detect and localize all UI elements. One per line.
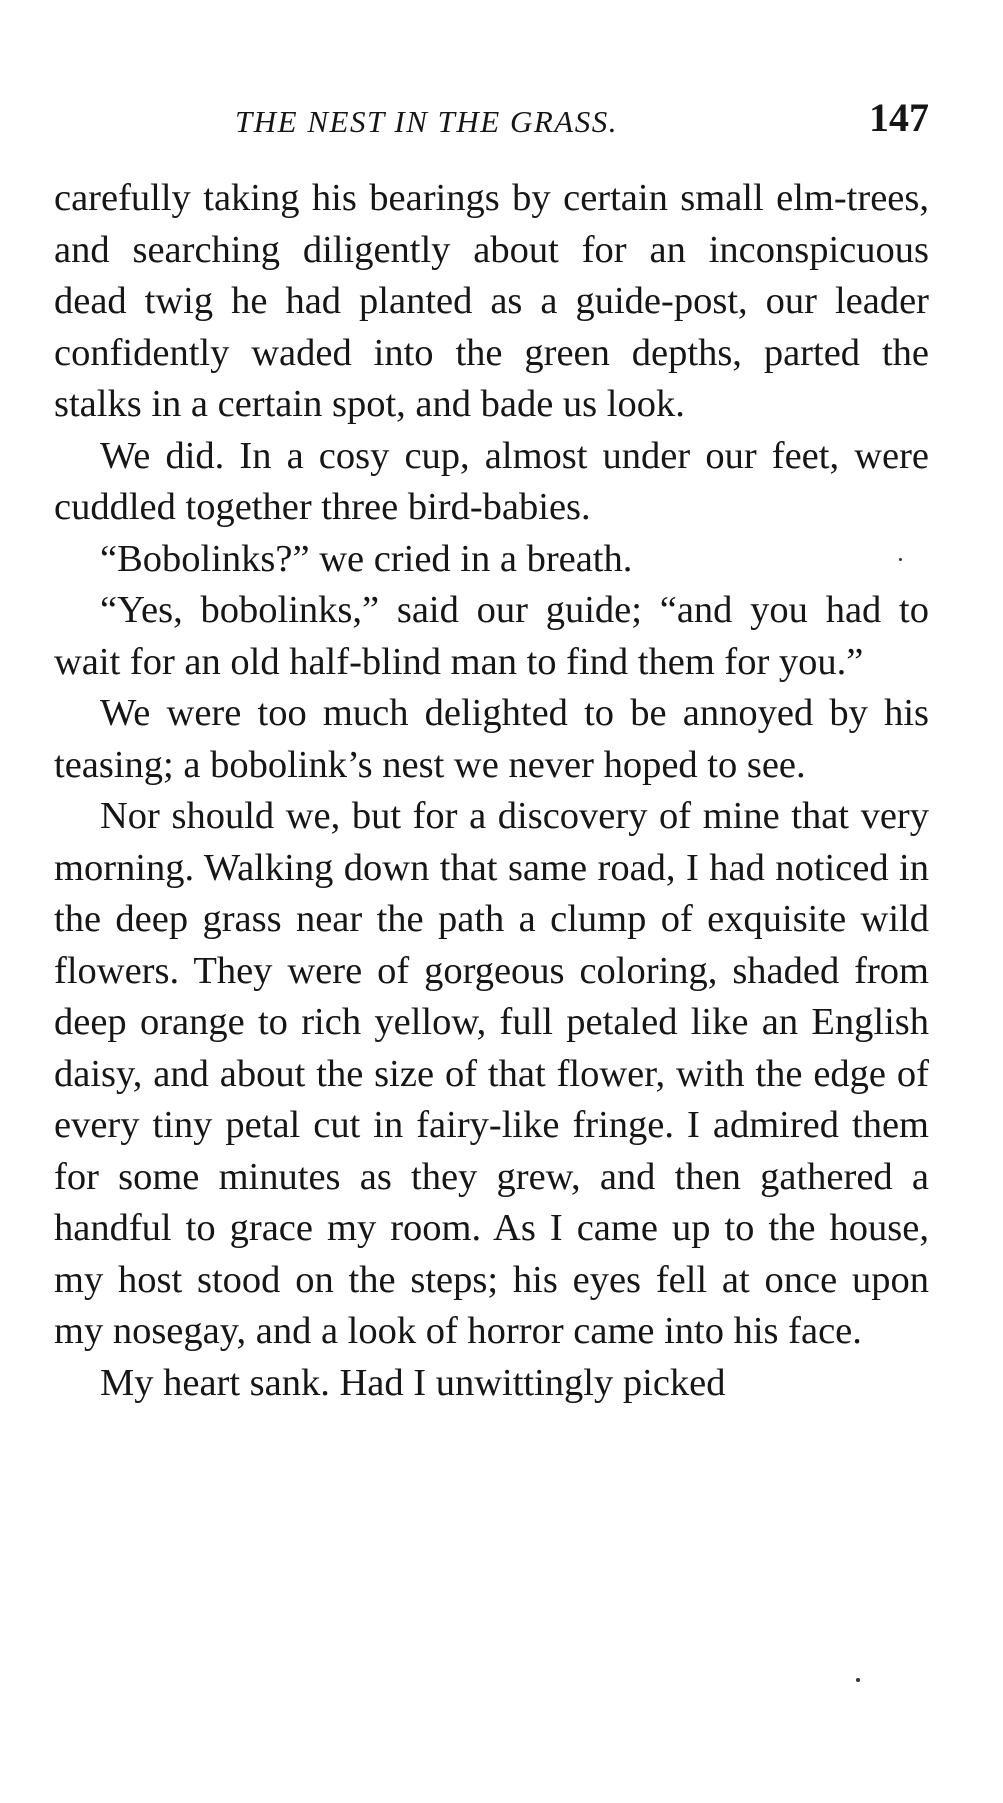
print-speck xyxy=(899,558,902,561)
paragraph: Nor should we, but for a discovery of mine that very morning. Walking down that same road, I had noticed in the deep grass near the path a clump of exquisite wild flowers. They were of gorgeous coloring, shaded from deep orange to rich yellow, full petaled like an English daisy, and about the size of that flower, with the edge of every tiny petal cut in fairy-like fringe. I admired them for some minutes as they grew, and then gathered a handful to grace my room. As I came up to the house, my host stood on the steps; his eyes fell at once upon my nosegay, and a look of horror came into his face. xyxy=(54,795,929,1352)
page-number: 147 xyxy=(869,95,929,140)
paragraph: We did. In a cosy cup, almost under our feet, were cuddled together three bird-babies. xyxy=(54,434,929,528)
paragraph: “Yes, bobolinks,” said our guide; “and you had to wait for an old half-blind man to find them for you.” xyxy=(54,589,929,683)
running-head xyxy=(54,96,929,146)
paragraph: We were too much delighted to be annoyed by his teasing; a bobolink’s nest we never hoped to see. xyxy=(54,692,929,786)
print-speck xyxy=(856,1678,860,1682)
paragraph-last: My heart sank. Had I unwittingly picked xyxy=(100,1361,726,1404)
paragraph: “Bobolinks?” we cried in a breath. xyxy=(100,537,633,580)
running-title: THE NEST IN THE GRASS. xyxy=(235,104,618,139)
body-text xyxy=(54,173,929,1409)
paragraph-continued: carefully taking his bearings by certain small elm-trees, and searching diligently about for an inconspicuous dead twig he had planted as a guide-post, our leader confidently waded into the green depths, parted the stalks in a certain spot, and bade us look. xyxy=(54,177,929,425)
